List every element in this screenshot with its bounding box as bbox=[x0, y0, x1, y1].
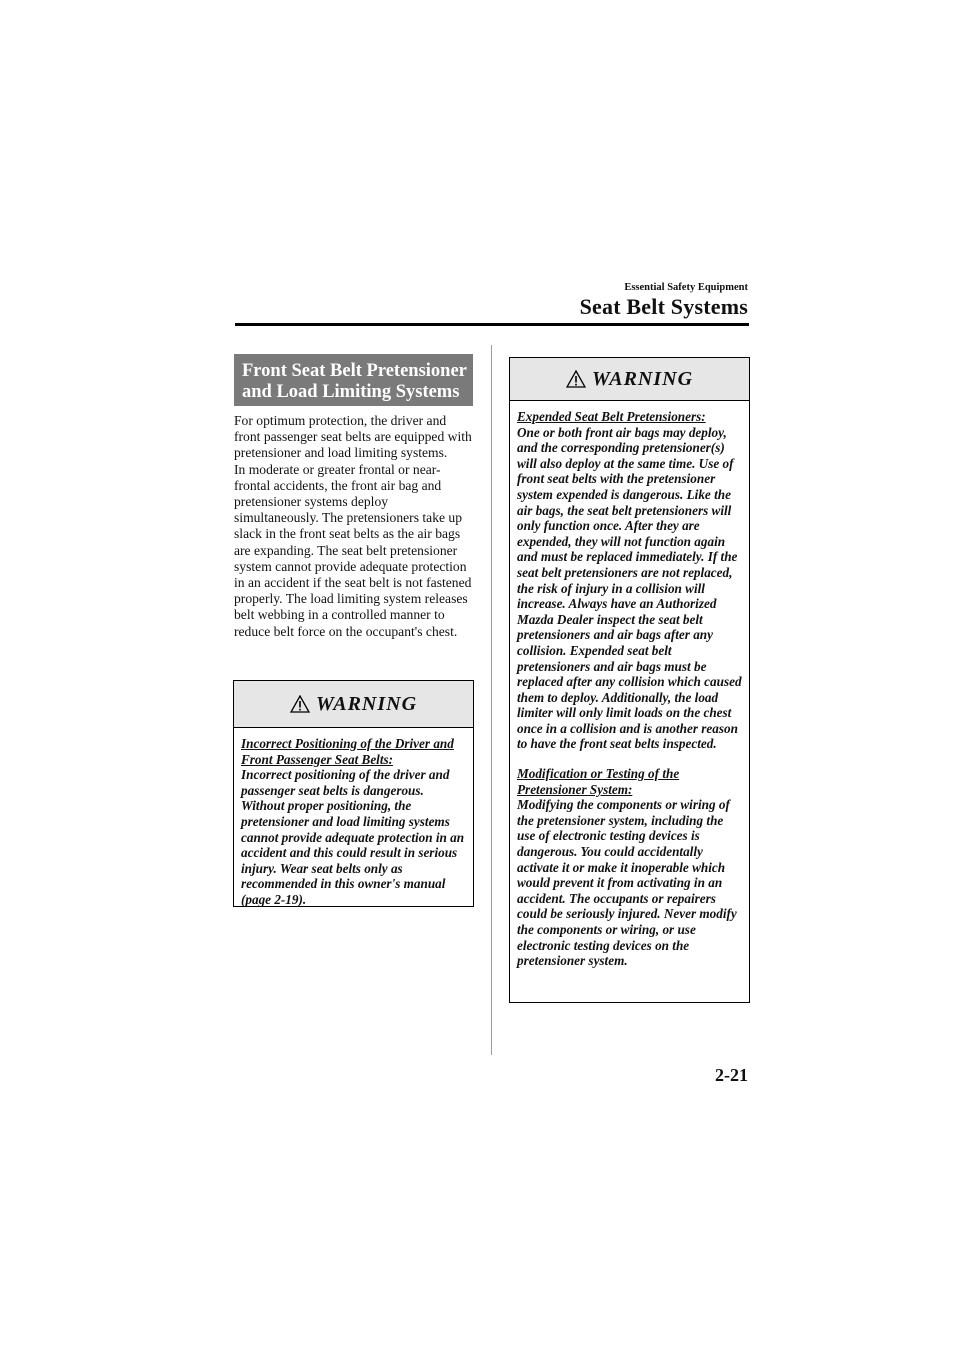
warning-box-positioning bbox=[233, 680, 474, 907]
section-title-banner bbox=[234, 354, 473, 406]
column-divider bbox=[491, 345, 492, 1055]
warning-body bbox=[510, 401, 749, 969]
body-paragraph-1: For optimum protection, the driver and front passenger seat belts are equipped with pretensioner and load limiting systems. bbox=[234, 413, 472, 461]
warning-text-modification: Modifying the components or wiring of the pretensioner system, including the use of electronic testing devices is dangerous. You could accidentally activate it or make it inoperable which would prevent it from activating in an accident. The occupants or repairers could be seriously injured. Never modify the components or wiring, or use electronic testing devices on the pretensioner system. bbox=[517, 797, 737, 969]
header-rule bbox=[235, 323, 749, 326]
warning-text: Incorrect positioning of the driver and passenger seat belts is dangerous. Without proper positioning, the pretensioner and load limiting systems cannot provide adequate protection in an accident and this could result in serious injury. Wear seat belts only as recommended in this owner's manual (page 2-19). bbox=[241, 767, 465, 907]
body-text bbox=[234, 413, 474, 640]
section-title-line2: and Load Limiting Systems bbox=[242, 382, 460, 402]
warning-heading-expended: Expended Seat Belt Pretensioners: bbox=[517, 409, 706, 424]
body-paragraph-2: In moderate or greater frontal or near-frontal accidents, the front air bag and pretensioner systems deploy simultaneously. The pretensioners take up slack in the front seat belts as the air bags are expanding. The seat belt pretensioner system cannot provide adequate protection in an accident if the seat belt is not fastened properly. The load limiting system releases belt webbing in a controlled manner to reduce belt force on the occupant's chest. bbox=[234, 461, 472, 639]
warning-triangle-icon bbox=[290, 695, 310, 713]
warning-header bbox=[510, 358, 749, 401]
warning-label: WARNING bbox=[591, 367, 694, 390]
warning-label: WARNING bbox=[315, 692, 418, 715]
warning-heading: Incorrect Positioning of the Driver and Front Passenger Seat Belts: bbox=[241, 736, 454, 767]
page-number: 2-21 bbox=[715, 1065, 748, 1085]
warning-body bbox=[234, 728, 473, 908]
warning-triangle-icon bbox=[566, 370, 586, 388]
warning-header bbox=[234, 681, 473, 728]
warning-text-expended: One or both front air bags may deploy, and the corresponding pretensioner(s) will also deploy at the same time. Use of front seat belts with the pretensioner system expended is dangerous. Like the air bags, the seat belt pretensioners will only function once. After they are expended, they will not function again and must be replaced immediately. If the seat belt pretensioners are not replaced, the risk of injury in a collision will increase. Always have an Authorized Mazda Dealer inspect the seat belt pretensioners and air bags after any collision. Expended seat belt pretensioners and air bags must be replaced after any collision which caused them to deploy. Additionally, the load limiter will only limit loads on the chest once in a collision and is another reason to have the front seat belts inspected. bbox=[517, 424, 742, 752]
header-section-label: Essential Safety Equipment bbox=[624, 282, 748, 293]
section-title-line1: Front Seat Belt Pretensioner bbox=[242, 361, 467, 381]
header-chapter-title: Seat Belt Systems bbox=[579, 294, 748, 319]
warning-box-pretensioners bbox=[509, 357, 750, 1003]
warning-heading-modification: Modification or Testing of the Pretensioner System: bbox=[517, 766, 680, 797]
paragraph-gap bbox=[517, 752, 743, 766]
